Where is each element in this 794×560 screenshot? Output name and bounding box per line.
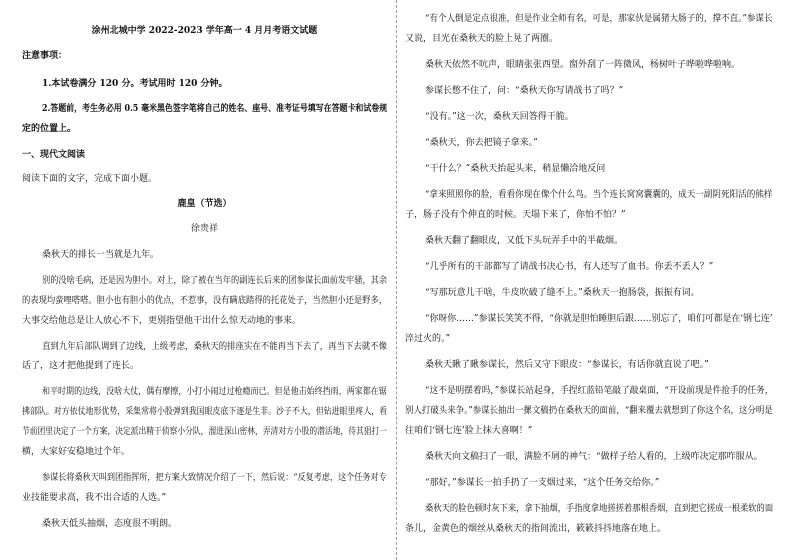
article-title: 鹿皇（节选） [177, 199, 232, 209]
right-line-12: “写那玩意儿干啥，牛皮吹破了缝不上。”桑秋天一抱肠袋，振振有词。 [425, 288, 700, 298]
right-line-15: 桑秋天瞅了瞅参谋长，然后又守下眼皮：“参谋长，有话你就直说了吧。” [425, 360, 709, 370]
paragraph-5-line-2: 业技能要求高，我不出合适的人选。” [22, 493, 167, 503]
paragraph-4-line-2: 拂部队。对方依仗地形优势，采集常将小股弹到我国眼皮底下逐是生非。沙子不大，但钻进眼里疼人，看 [22, 407, 388, 417]
right-line-14: 淬过火的。” [405, 334, 451, 344]
paragraph-3-line-1: 直到九年后部队调到了边线，上级考虑，桑秋天的排座实在不能再当下去了，再当下去就不像 [42, 342, 388, 352]
right-line-17: 别人打破头来争。”参谋长抽出一摞文稿扔在桑秋天的面前，“翻来覆去就想到了你这个名，这分明是 [405, 406, 773, 416]
paragraph-4-line-3: 节前团里决定了一个方案，决定派出精干侦察小分队，溜进深山密林，弄清对方小股的潜活地，待其猖打一 [22, 427, 388, 437]
note-2-line-1: 2.答题前，考生务必用 0.5 毫米黑色签字笔将自己的姓名、座号、准考证号填写在答题卡和试卷规 [42, 104, 388, 114]
paragraph-2-line-2: 的表现均蛮哩嗒嗒。胆小也有胆小的优点，不惹事，没有瞒底踏得的托花处子，当然胆小还是野多， [22, 296, 388, 306]
paragraph-6: 桑秋天低头抽烟，态度很不明朗。 [42, 519, 178, 529]
right-line-16: “这不是明摆着吗，”参谋长站起身，手捏红蓝铅笔敲了敲桌面，“开设前现是件抢手的任务， [425, 386, 774, 396]
right-line-9: 子，肠子没有个伸直的时候。天塌下来了，你怕不怕？” [405, 210, 626, 220]
right-line-22: 条儿，金黄色的烟丝从桑秋天的指间流出，簌簌抖抖地落在地上。 [405, 524, 667, 534]
right-line-4: 参谋长憋不住了，问：“桑秋天你写请战书了吗？” [425, 86, 624, 96]
right-line-5: “没有。”这一次，桑秋天回答得干脆。 [425, 112, 574, 122]
paragraph-2-line-1: 别的没啥毛病，还是因为胆小。对上，除了被在当年的副连长后来的团参谋长面前发牢骚，其余 [42, 276, 388, 286]
right-line-18: 往咱们‘钢七连’脸上抹大喜啊！” [405, 426, 533, 436]
right-line-19: 桑秋天向文稿扫了一眼，满脸不屑的神气：“做样子给人看的，上级咋决定那咋服从。 [425, 452, 763, 462]
article-author: 徐贵祥 [190, 224, 218, 234]
paragraph-5-line-1: 参谋长将桑秋天叫到团指挥所，把方案大致情况介绍了一下，然后说：“反复考虑，这个任务对专 [42, 473, 387, 483]
notes-heading: 注意事项： [22, 51, 68, 61]
right-line-3: 桑秋天依然不吭声，眼睛张张西望。窗外刮了一阵微风，杨树叶子哗啦哗啦响。 [425, 60, 741, 70]
right-line-21: 桑秋天的脸色顿时灰下来，拿下抽烟，手指度拿地搓搓着那根香烟，直到把它搓成一根柔软的面 [425, 504, 774, 514]
note-2-line-2: 定的位置上。 [22, 124, 77, 134]
right-line-6: “桑秋天，你去把镜子拿来。” [425, 138, 538, 148]
right-line-11: “几乎所有的干部都写了请战书决心书，有人还写了血书。你丢不丢人？” [425, 262, 714, 272]
right-line-8: “拿来照照你的脸，看看你现在像个什么鸟。当个连长窝窝囊囊的，成天一副阴死阳活的熊样 [425, 190, 773, 200]
right-column [405, 0, 773, 560]
paragraph-2-line-3: 大事交给他总是让人放心不下，更别指望他干出什么惊天动地的事来。 [22, 316, 302, 326]
paragraph-1: 桑秋天的排长一当就是九年。 [42, 250, 160, 260]
paragraph-4-line-4: 横，大家好安稳地过个年。 [22, 447, 131, 457]
note-1: 1.本试卷满分 120 分。考试用时 120 分钟。 [42, 79, 228, 89]
left-column [22, 0, 387, 560]
section-heading: 一、现代文阅读 [22, 150, 86, 160]
right-line-7: “干什么？”桑秋天抬起头来，稍显懒洽地反问 [425, 164, 606, 174]
reading-instruction: 阅读下面的文字，完成下面小题。 [22, 174, 158, 184]
column-divider [396, 0, 397, 560]
right-line-1: “有个人倒是定点很准，但是作业全师有名，可是，那家伙是属猪大肠子的，撑不直。”参谋长 [425, 14, 773, 24]
right-line-20: “那好，”参谋长一拍手扔了一支烟过来，“这个任务交给你。” [425, 478, 660, 488]
right-line-2: 又说，目光在桑秋天的脸上晃了两圈。 [405, 34, 559, 44]
exam-title: 涂州北城中学 2022-2023 学年高一 4 月月考语文试题 [91, 26, 318, 36]
paragraph-4-line-1: 和平时期的边线，没啥大仗，偶有摩擦，小打小闹过过枪瘾而已。但是他击始终挡雨，两家都在锯 [42, 387, 387, 397]
right-line-13: “你呀你……”参谋长笑笑不得，“你就是胆怕睡胆后跟……别忘了，咱们可都是在‘钢七连’ [425, 314, 773, 324]
right-line-10: 桑秋天翻了翻眼皮，又低下头玩弄手中的半截烟。 [425, 236, 624, 246]
paragraph-3-line-2: 话了，这才把他提到了连长。 [22, 361, 140, 371]
